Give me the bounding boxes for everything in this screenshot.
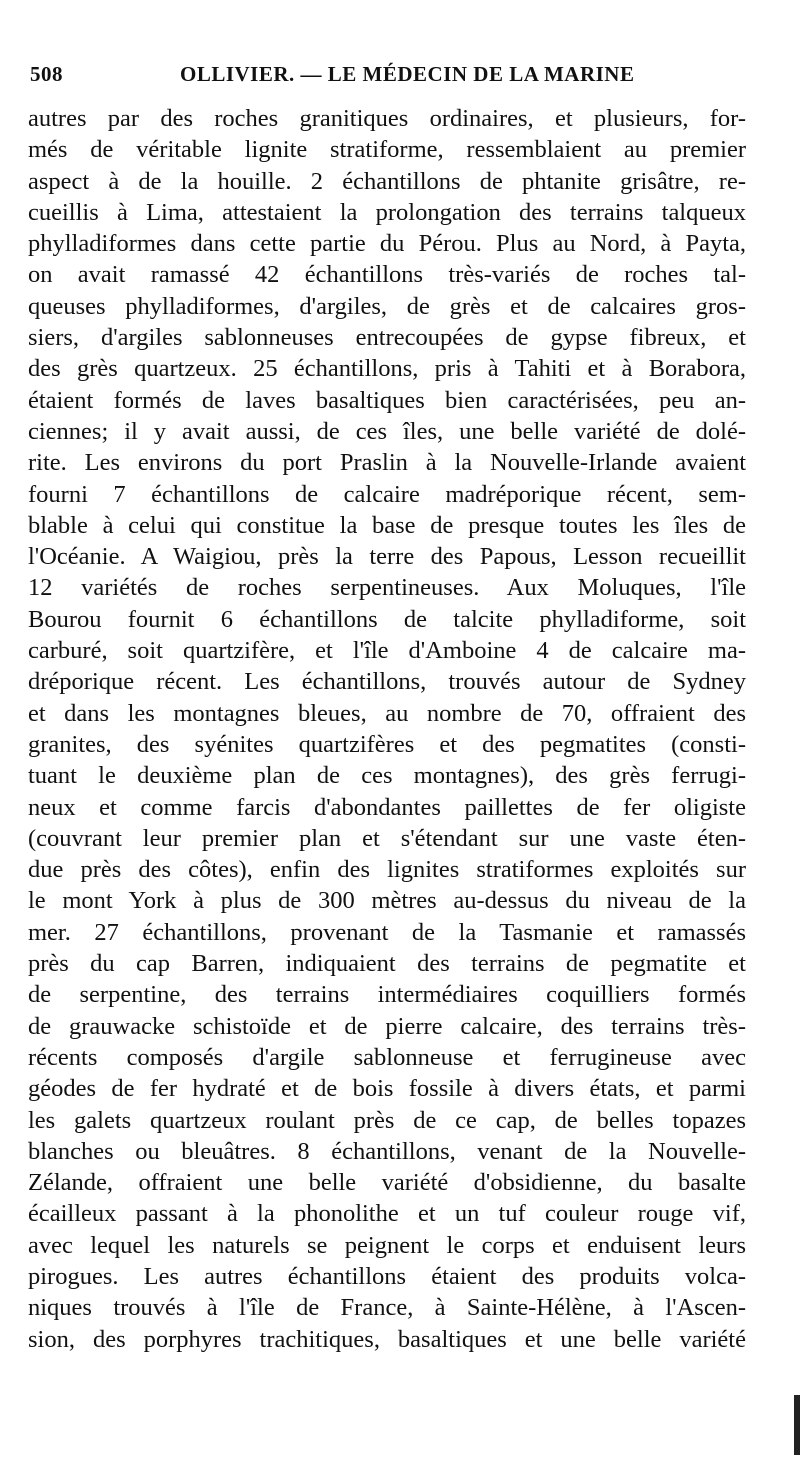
- text-line: récents composés d'argile sablonneuse et ferrugineuse avec: [28, 1043, 746, 1071]
- running-head: OLLIVIER. — LE MÉDECIN DE LA MARINE: [180, 62, 635, 86]
- scan-edge-mark: [794, 1395, 800, 1455]
- text-line: siers, d'argiles sablonneuses entrecoupées de gypse fibreux, et: [28, 324, 746, 352]
- text-line: granites, des syénites quartzifères et des pegmatites (consti-: [28, 730, 746, 758]
- text-line: cueillis à Lima, attestaient la prolongation des terrains talqueux: [28, 198, 746, 226]
- text-line: de serpentine, des terrains intermédiaires coquilliers formés: [28, 981, 746, 1009]
- text-line: pirogues. Les autres échantillons étaient des produits volca-: [28, 1262, 746, 1290]
- text-line: avec lequel les naturels se peignent le corps et enduisent leurs: [28, 1231, 746, 1259]
- text-line: 12 variétés de roches serpentineuses. Aux Moluques, l'île: [28, 574, 746, 602]
- text-line: niques trouvés à l'île de France, à Sainte-Hélène, à l'Ascen-: [28, 1294, 746, 1322]
- text-line: ciennes; il y avait aussi, de ces îles, une belle variété de dolé-: [28, 417, 746, 445]
- text-line: autres par des roches granitiques ordinaires, et plusieurs, for-: [28, 105, 746, 132]
- text-line: neux et comme farcis d'abondantes paillettes de fer oligiste: [28, 793, 746, 821]
- text-line: fourni 7 échantillons de calcaire madréporique récent, sem-: [28, 480, 746, 508]
- text-line: phylladiformes dans cette partie du Pérou. Plus au Nord, à Payta,: [28, 230, 746, 258]
- text-line: rite. Les environs du port Praslin à la Nouvelle-Irlande avaient: [28, 449, 746, 477]
- text-line: on avait ramassé 42 échantillons très-variés de roches tal-: [28, 261, 746, 289]
- text-line: des grès quartzeux. 25 échantillons, pris à Tahiti et à Borabora,: [28, 355, 746, 383]
- text-line: dréporique récent. Les échantillons, trouvés autour de Sydney: [28, 668, 746, 696]
- body-text: [28, 103, 746, 1355]
- text-line: blable à celui qui constitue la base de presque toutes les îles de: [28, 511, 746, 539]
- text-line: écailleux passant à la phonolithe et un tuf couleur rouge vif,: [28, 1200, 746, 1228]
- text-line: due près des côtes), enfin des lignites stratiformes exploités sur: [28, 856, 746, 884]
- text-line: carburé, soit quartzifère, et l'île d'Amboine 4 de calcaire ma-: [28, 637, 746, 665]
- text-line: més de véritable lignite stratiforme, ressemblaient au premier: [28, 136, 746, 164]
- text-line: tuant le deuxième plan de ces montagnes), des grès ferrugi-: [28, 762, 746, 790]
- text-line: près du cap Barren, indiquaient des terrains de pegmatite et: [28, 950, 746, 978]
- page-header: [30, 62, 770, 98]
- text-line: blanches ou bleuâtres. 8 échantillons, venant de la Nouvelle-: [28, 1137, 746, 1165]
- text-line: le mont York à plus de 300 mètres au-dessus du niveau de la: [28, 887, 746, 915]
- text-line: (couvrant leur premier plan et s'étendant sur une vaste éten-: [28, 824, 746, 852]
- text-line: aspect à de la houille. 2 échantillons de phtanite grisâtre, re-: [28, 167, 746, 195]
- text-line: queuses phylladiformes, d'argiles, de grès et de calcaires gros-: [28, 292, 746, 320]
- text-line: sion, des porphyres trachitiques, basaltiques et une belle variété: [28, 1325, 746, 1353]
- text-line: les galets quartzeux roulant près de ce cap, de belles topazes: [28, 1106, 746, 1134]
- text-line: mer. 27 échantillons, provenant de la Tasmanie et ramassés: [28, 918, 746, 946]
- text-line: Bourou fournit 6 échantillons de talcite phylladiforme, soit: [28, 605, 746, 633]
- text-line: et dans les montagnes bleues, au nombre de 70, offraient des: [28, 699, 746, 727]
- text-line: l'Océanie. A Waigiou, près la terre des Papous, Lesson recueillit: [28, 543, 746, 571]
- text-line: étaient formés de laves basaltiques bien caractérisées, peu an-: [28, 386, 746, 414]
- text-line: de grauwacke schistoïde et de pierre calcaire, des terrains très-: [28, 1012, 746, 1040]
- text-line: géodes de fer hydraté et de bois fossile à divers états, et parmi: [28, 1075, 746, 1103]
- page-number: 508: [30, 62, 63, 86]
- text-line: Zélande, offraient une belle variété d'obsidienne, du basalte: [28, 1169, 746, 1197]
